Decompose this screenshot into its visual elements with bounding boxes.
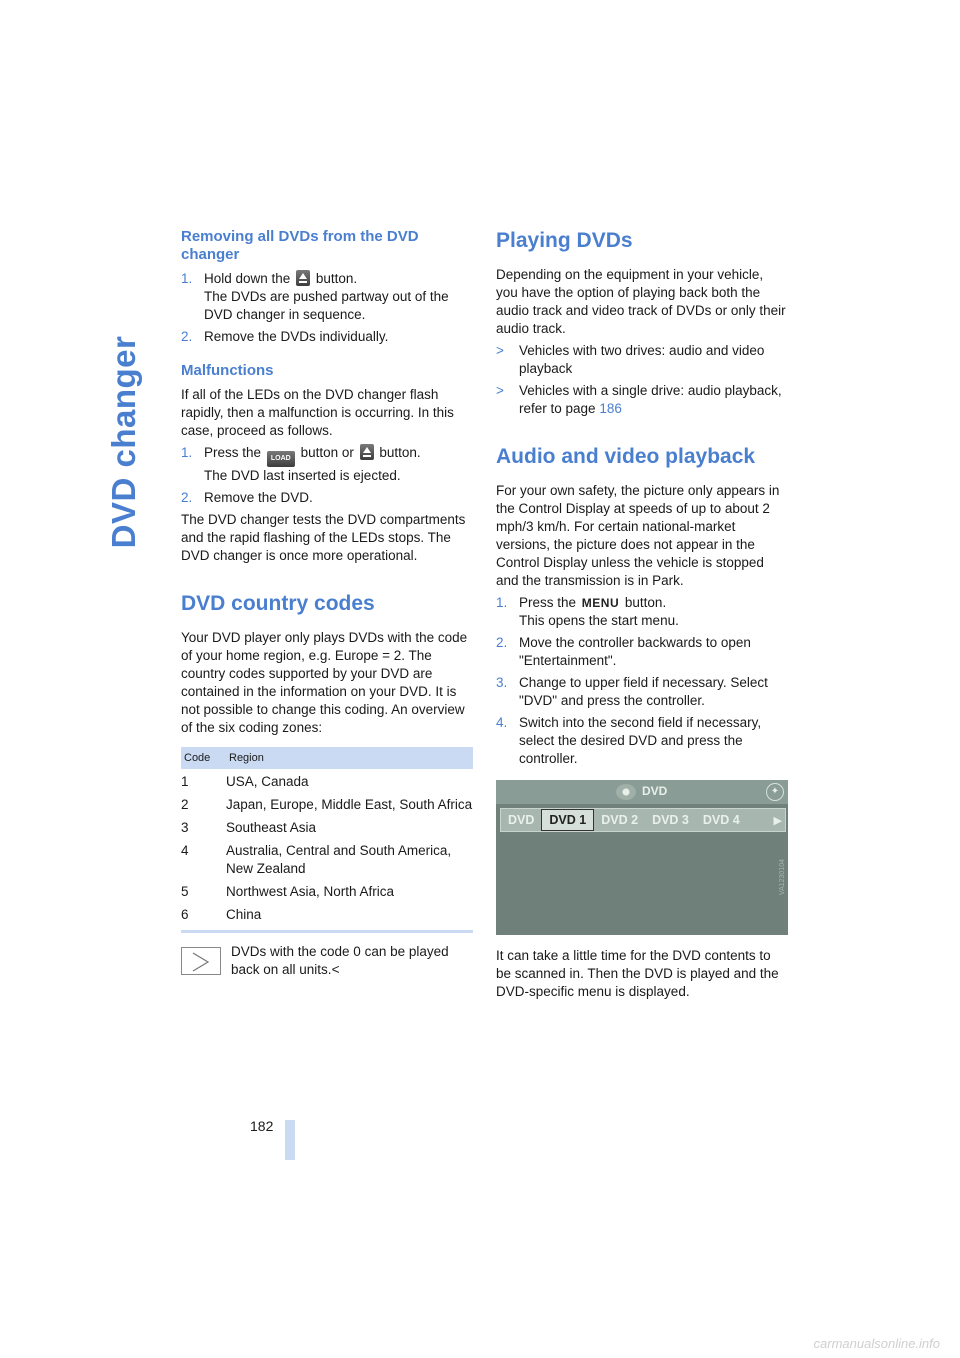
playing-intro: Depending on the equipment in your vehicle, you have the option of playing back both the audio track and video track of DVDs or only their audio track. bbox=[496, 267, 786, 336]
av-step-2: 2. Move the controller backwards to open "Entertainment". bbox=[496, 635, 751, 668]
load-button-icon: LOAD bbox=[267, 451, 295, 467]
audio-video-steps bbox=[496, 594, 788, 768]
malfunctions-intro: If all of the LEDs on the DVD changer flash rapidly, then a malfunction is occurring. In this case, proceed as follows. bbox=[181, 387, 454, 438]
av-step-4: 4. Switch into the second field if necessary, select the desired DVD and press the controller. bbox=[496, 715, 762, 766]
playing-bullets bbox=[496, 342, 788, 418]
audio-video-intro: For your own safety, the picture only appears in the Control Display at speeds of up to about 2 mph/3 km/h. For certain national-market versions, the picture does not appear in the Control Display unless the vehicle is stopped and the transmission is in Park. bbox=[496, 483, 780, 588]
eject-button-icon bbox=[360, 444, 374, 460]
page-number-bar bbox=[285, 1120, 295, 1160]
av-step-3: 3. Change to upper field if necessary. Select "DVD" and press the controller. bbox=[496, 675, 768, 708]
audio-video-heading: Audio and video playback bbox=[496, 445, 756, 468]
table-row: 5 Northwest Asia, North Africa bbox=[181, 884, 395, 899]
dvd-tab-bar bbox=[500, 808, 786, 832]
note-text: DVDs with the code 0 can be played back on all units. bbox=[231, 944, 449, 977]
tab-dvd-4[interactable]: DVD 4 bbox=[702, 813, 740, 827]
country-codes-intro: Your DVD player only plays DVDs with the code of your home region, e.g. Europe = 2. The country codes supported by your DVD are contained in the information on your DVD. It is not possible to change this coding. An overview of the six coding zones: bbox=[181, 630, 468, 735]
page-number: 182 bbox=[250, 1118, 274, 1134]
right-column bbox=[496, 228, 788, 1005]
table-row: 3 Southeast Asia bbox=[181, 820, 317, 835]
av-step-1: 1. Press the MENU button. This opens the start menu. bbox=[496, 595, 679, 628]
audio-video-outro: It can take a little time for the DVD contents to be scanned in. Then the DVD is played and the DVD-specific menu is displayed. bbox=[496, 948, 779, 999]
screen-top-label: DVD bbox=[642, 784, 668, 798]
malfunction-step-1: 1. Press the LOAD button or button. The DVD last inserted is ejected. bbox=[181, 445, 421, 483]
eject-button-icon bbox=[296, 270, 310, 286]
chapter-title-text: DVD changer bbox=[105, 335, 142, 549]
tab-dvd[interactable]: DVD bbox=[508, 813, 535, 827]
tab-dvd-1[interactable]: DVD 1 bbox=[541, 809, 594, 831]
tab-dvd-3[interactable]: DVD 3 bbox=[652, 813, 689, 827]
table-row: 4 Australia, Central and South America, New Zealand bbox=[181, 843, 452, 876]
note-arrow-icon bbox=[181, 947, 221, 975]
table-header-region: Region bbox=[226, 747, 473, 769]
table-row: 6 China bbox=[181, 907, 262, 922]
removing-heading: Removing all DVDs from the DVD changer bbox=[181, 228, 419, 263]
tab-dvd-2[interactable]: DVD 2 bbox=[601, 813, 639, 827]
footer-site-logo: carmanualsonline.info bbox=[813, 1336, 940, 1351]
image-code: VA1230104 bbox=[779, 859, 786, 896]
malfunctions-outro: The DVD changer tests the DVD compartments and the rapid flashing of the LEDs stops. The DVD changer is once more operational. bbox=[181, 512, 466, 563]
left-column bbox=[181, 228, 473, 979]
malfunctions-heading: Malfunctions bbox=[181, 362, 274, 379]
screen-content-area bbox=[500, 834, 784, 931]
playing-heading: Playing DVDs bbox=[496, 229, 633, 252]
screen-top-bar bbox=[496, 780, 788, 804]
malfunction-steps bbox=[181, 444, 473, 507]
removing-step-2: 2. Remove the DVDs individually. bbox=[181, 329, 389, 344]
country-codes-table bbox=[181, 747, 473, 933]
tab-scroll-arrow-icon[interactable]: ▶ bbox=[773, 814, 782, 827]
menu-button-icon: MENU bbox=[581, 596, 620, 610]
control-display-screenshot bbox=[496, 780, 788, 935]
chapter-side-title bbox=[84, 232, 164, 652]
note-block bbox=[181, 943, 473, 979]
page-link-186[interactable]: 186 bbox=[599, 401, 622, 416]
removing-step-1: 1. Hold down the button. The DVDs are pushed partway out of the DVD changer in sequence. bbox=[181, 271, 449, 322]
disc-icon bbox=[616, 784, 636, 800]
list-item: > Vehicles with two drives: audio and video playback bbox=[496, 343, 765, 376]
removing-steps bbox=[181, 270, 473, 346]
malfunction-step-2: 2. Remove the DVD. bbox=[181, 490, 313, 505]
list-item: > Vehicles with a single drive: audio playback, refer to page 186 bbox=[496, 383, 782, 416]
table-row: 1 USA, Canada bbox=[181, 774, 309, 789]
end-mark: < bbox=[331, 962, 340, 977]
controller-nav-icon: ✦ bbox=[766, 783, 784, 801]
country-codes-heading: DVD country codes bbox=[181, 592, 375, 615]
table-header-code: Code bbox=[181, 747, 226, 769]
table-row: 2 Japan, Europe, Middle East, South Africa bbox=[181, 797, 473, 812]
